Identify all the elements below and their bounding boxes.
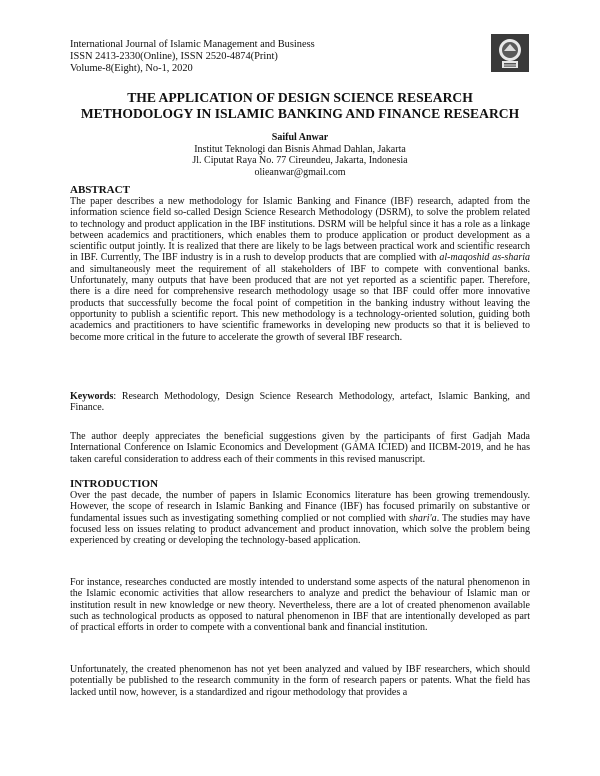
- journal-seal-icon: [491, 34, 529, 72]
- keywords: [70, 391, 530, 414]
- acknowledgement: The author deeply appreciates the beneficial suggestions given by the participants of first Gadjah Mada International Conference on Islamic Economics and Development (GAMA ICIED) and IICBM-2019, and he has taken careful consideration to address each of their comments in this revised manuscript.: [70, 431, 530, 465]
- journal-name: International Journal of Islamic Management and Business: [70, 39, 315, 50]
- introduction-paragraph-2: For instance, researches conducted are mostly intended to understand some aspects of the natural phenomenon in the Islamic economic activities that allow researchers to analyze and predict the behaviour of Islamic man or institution result in new knowledge or new theory. Nevertheless, there are a lot of created phenomenon available such as technological products as opposed to natural phenomenon in IBF that are intentionally developed as part of practical efforts in order to compete with a conventional bank and financial institution.: [70, 577, 530, 634]
- author-email: olieanwar@gmail.com: [254, 166, 346, 178]
- intro-p1-part-1: Over the past decade, the number of papers in Islamic Economics literature has been growing tremendously. However, the scope of research in Islamic Banking and Finance (IBF) has focused primarily on substantive or fundamental issues such as investigating something complied or not complied with: [70, 490, 530, 524]
- introduction-heading: INTRODUCTION: [70, 478, 159, 490]
- author-name: Saiful Anwar: [271, 132, 329, 143]
- abstract-text-italic: al-maqoshid as-sharia: [439, 252, 530, 264]
- abstract-text-part-1: The paper describes a new methodology for Islamic Banking and Finance (IBF) research, adapted from the information science field so-called Design Science Research Methodology (DSRM), to solve the problem related to technology and product application in the IBF institutions. DSRM will be helpful since it has a role as a linkage between academics and practitioners, which enables them to produce application or product development as a scientific output jointly. It is realized that there are likely to be lags between practical work and scientific research in IBF. Currently, The IBF industry is in a rush to develop products that are complied with: [70, 196, 530, 264]
- title-line-1: THE APPLICATION OF DESIGN SCIENCE RESEARCH: [127, 90, 473, 105]
- paper-title: [60, 90, 540, 122]
- affiliation-line-2: Jl. Ciputat Raya No. 77 Cireundeu, Jakarta, Indonesia: [192, 155, 408, 166]
- intro-p1-part-2: . The studies may have focused less on issues relating to product advancement and product innovation, which solve the problem being experienced by creating or developing the technology-based application.: [70, 512, 530, 547]
- affiliation-line-1: Institut Teknologi dan Bisnis Ahmad Dahlan, Jakarta: [194, 143, 406, 155]
- journal-issn: ISSN 2413-2330(Online), ISSN 2520-4874(Print): [70, 51, 278, 62]
- intro-p1-italic: shari'a: [408, 512, 437, 524]
- keywords-label: Keywords: [70, 391, 114, 402]
- introduction-paragraph-3: Unfortunately, the created phenomenon has not yet been analyzed and valued by IBF researchers, which should potentially be published to the research community in the form of research papers or patents. What the field has lacked until now, however, is a standardized and rigour methodology that provides a: [70, 664, 530, 698]
- introduction-paragraph-1: [70, 490, 530, 546]
- journal-header: [70, 39, 315, 75]
- title-line-2: METHODOLOGY IN ISLAMIC BANKING AND FINANCE RESEARCH: [80, 106, 520, 121]
- abstract-text: [70, 196, 530, 343]
- abstract-heading: ABSTRACT: [70, 184, 130, 196]
- abstract-text-part-2: and simultaneously meet the requirement of all stakeholders of IBF to compete with conventional banks. Unfortunately, many outputs that have been produced that are not yet reported as a scientific paper. Therefore, there is a dire need for comprehensive research methodology usage so that IBF could offer more innovative products that successfully become the focal point of competition in the banking industry without leaving the opportunity to publish a scientific report. This new methodology is a technology-oriented solution, guiding both academics and practitioners to have scientific frameworks in developing new products so that it is believed to become more critical in the future to accelerate the growth of several IBF research.: [70, 263, 530, 343]
- author-block: [100, 132, 500, 178]
- journal-volume: Volume-8(Eight), No-1, 2020: [70, 63, 193, 74]
- keywords-text: : Research Methodology, Design Science Research Methodology, artefact, Islamic Banking, and Finance.: [70, 391, 530, 414]
